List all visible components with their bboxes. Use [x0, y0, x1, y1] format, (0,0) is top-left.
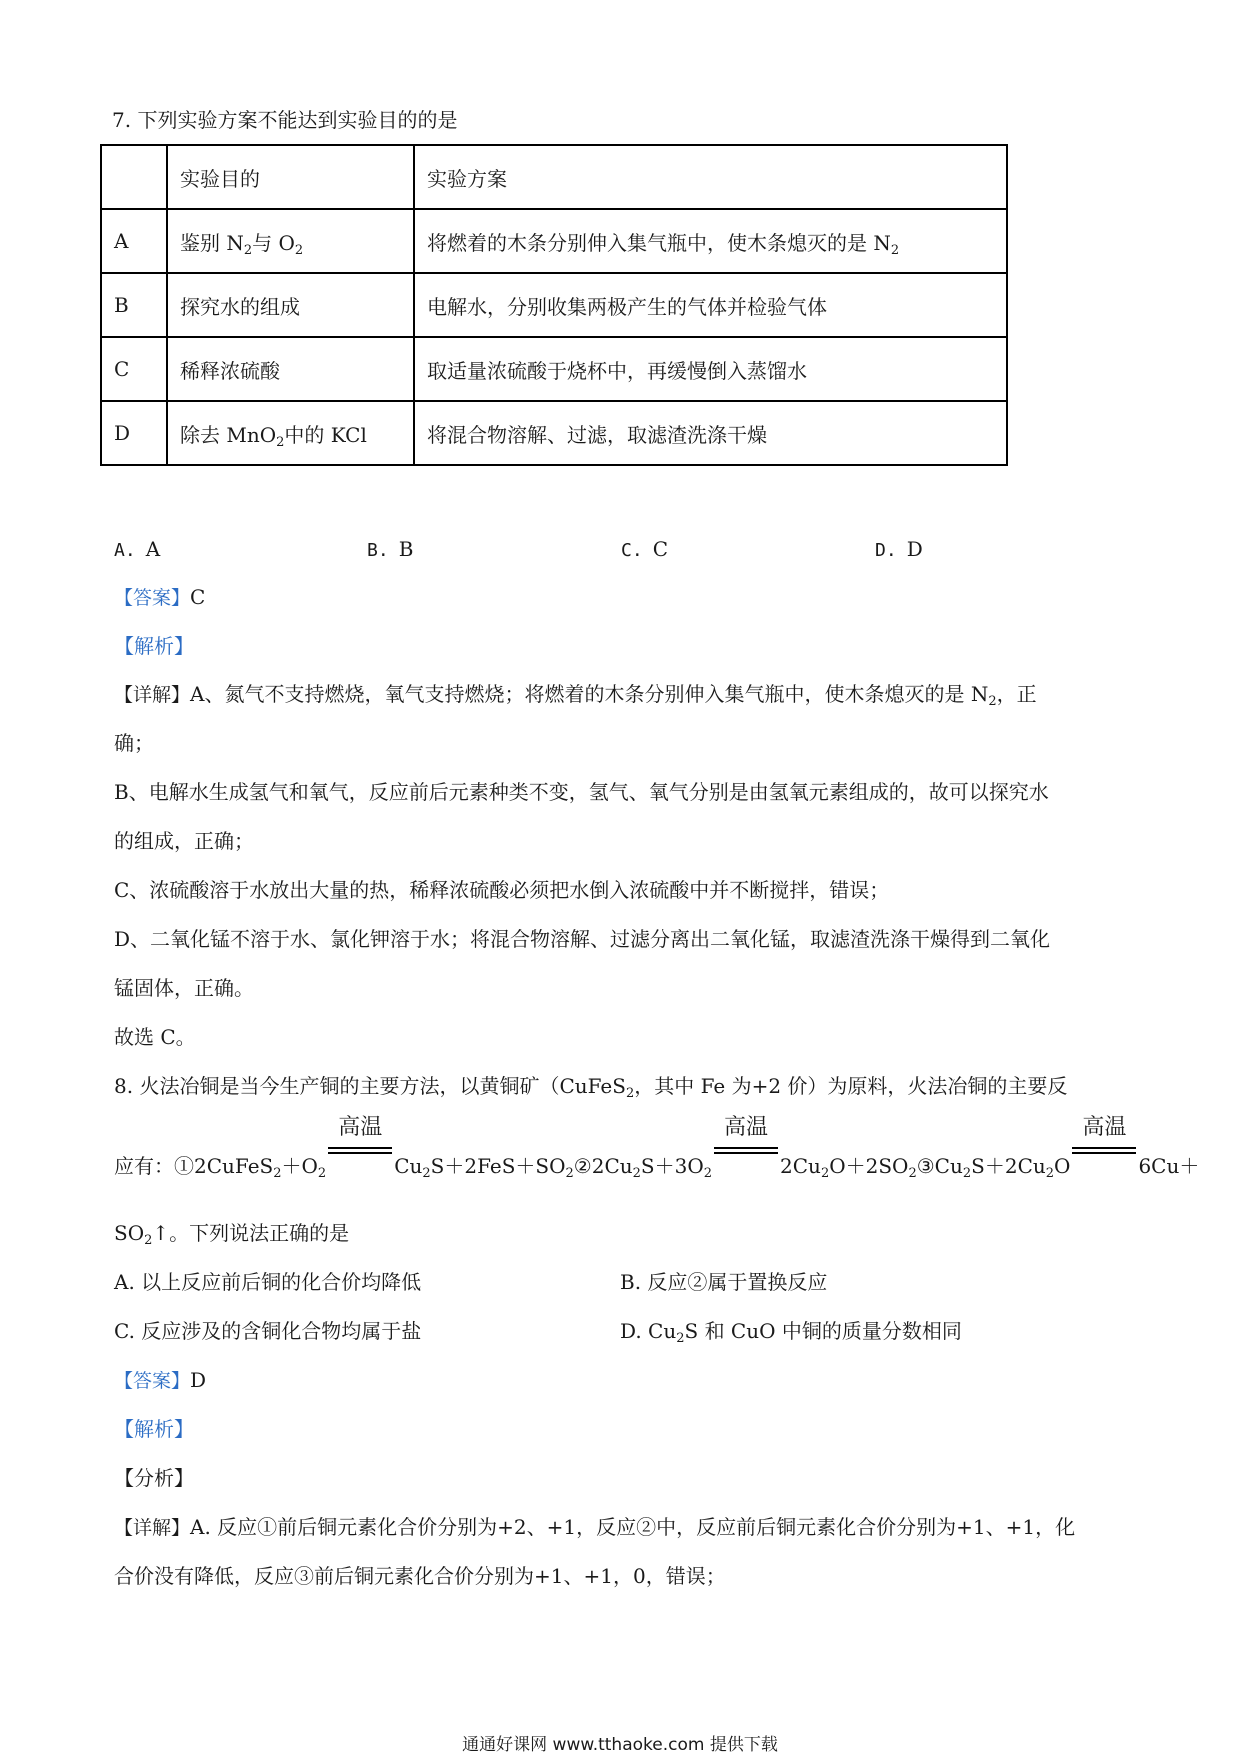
row-purpose: 探究水的组成 [167, 273, 414, 337]
q7-detail-c: C、浓硫酸溶于水放出大量的热，稀释浓硫酸必须把水倒入浓硫酸中并不断搅拌，错误； [114, 878, 890, 902]
page-footer: 通通好课网 www.tthaoke.com 提供下载 [462, 1735, 778, 1755]
q8-equation-tail: $SO_2↑$。下列说法正确的是 [114, 1221, 350, 1248]
q8-option-a[interactable]: A. 以上反应前后铜的化合价均降低 [114, 1270, 422, 1294]
table-row [101, 209, 1007, 273]
answer-tag: 【答案】 [114, 1370, 191, 1392]
row-purpose: 鉴别 $N_2$与 $O_2$ [167, 209, 414, 273]
table-header-row [101, 145, 1007, 209]
q7-analysis-tag: 【解析】 [114, 634, 194, 658]
table-row [101, 401, 1007, 465]
q7-option-c[interactable]: C. C [621, 537, 668, 561]
row-plan: 取适量浓硫酸于烧杯中，再缓慢倒入蒸馏水 [414, 337, 1007, 401]
q7-detail-b2: 的组成，正确； [114, 829, 254, 853]
row-plan: 将燃着的木条分别伸入集气瓶中，使木条熄灭的是 $N_2$ [414, 209, 1007, 273]
row-plan: 电解水，分别收集两极产生的气体并检验气体 [414, 273, 1007, 337]
q7-detail-b1: B、电解水生成氢气和氧气，反应前后元素种类不变，氢气、氧气分别是由氢氧元素组成的，故可以探究水 [114, 780, 1049, 804]
condition-high-temp: 高温 [328, 1145, 392, 1173]
header-cell-plan: 实验方案 [414, 145, 1007, 209]
q8-answer: 【答案】D [114, 1368, 207, 1392]
q7-detail-d2: 锰固体，正确。 [114, 976, 254, 1000]
q7-conclusion: 故选 C。 [114, 1025, 196, 1049]
header-cell-purpose: 实验目的 [167, 145, 414, 209]
q8-equations: 应有：$①2CuFeS_2+O_2$ 高温 $Cu_2S+2FeS+SO_2②2Cu_2S+3O_2$ 高温 $2Cu_2O+2SO_2③Cu_2S+2Cu_2O$ 高温 6Cu＋ [114, 1115, 1200, 1181]
q8-detail-2: 合价没有降低，反应③前后铜元素化合价分别为+1、+1，0，错误； [114, 1564, 726, 1588]
q7-detail-d1: D、二氧化锰不溶于水、氯化钾溶于水；将混合物溶解、过滤分离出二氧化锰，取滤渣洗涤干燥得到二氧化 [114, 927, 1051, 951]
q7-detail-a1: 【详解】A、氮气不支持燃烧，氧气支持燃烧；将燃着的木条分别伸入集气瓶中，使木条熄灭的是 $N_2$，正 [114, 682, 1037, 709]
q8-fenxi-tag: 【分析】 [114, 1466, 194, 1490]
q7-stem: 7. 下列实验方案不能达到实验目的的是 [112, 108, 458, 132]
row-purpose: 除去 MnO$_2$中的 KCl [167, 401, 414, 465]
q8-detail-1: 【详解】A. 反应①前后铜元素化合价分别为+2、+1，反应②中，反应前后铜元素化合价分别为+1、+1，化 [114, 1515, 1076, 1539]
header-cell-blank [101, 145, 167, 209]
answer-tag: 【答案】 [114, 587, 191, 609]
q8-option-d[interactable]: D. $Cu_2S$ 和 CuO 中铜的质量分数相同 [620, 1319, 962, 1346]
q7-option-b[interactable]: B. B [367, 537, 414, 561]
row-purpose: 稀释浓硫酸 [167, 337, 414, 401]
q8-option-c[interactable]: C. 反应涉及的含铜化合物均属于盐 [114, 1319, 422, 1343]
condition-high-temp: 高温 [714, 1145, 778, 1173]
q8-option-b[interactable]: B. 反应②属于置换反应 [620, 1270, 828, 1294]
row-label: B [101, 273, 167, 337]
row-label: A [101, 209, 167, 273]
row-label: D [101, 401, 167, 465]
q7-option-d[interactable]: D. D [875, 537, 923, 561]
table-row [101, 337, 1007, 401]
row-plan: 将混合物溶解、过滤，取滤渣洗涤干燥 [414, 401, 1007, 465]
q7-answer: 【答案】C [114, 585, 206, 609]
q7-option-a[interactable]: A. A [114, 537, 161, 561]
q8-stem: 8. 火法冶铜是当今生产铜的主要方法，以黄铜矿（CuFeS$_2$，其中 Fe 为+2 价）为原料，火法冶铜的主要反 [114, 1074, 1068, 1101]
table-row [101, 273, 1007, 337]
condition-high-temp: 高温 [1072, 1145, 1136, 1173]
q7-detail-a2: 确； [114, 731, 154, 755]
q8-analysis-tag: 【解析】 [114, 1417, 194, 1441]
row-label: C [101, 337, 167, 401]
experiment-table [100, 144, 1008, 466]
